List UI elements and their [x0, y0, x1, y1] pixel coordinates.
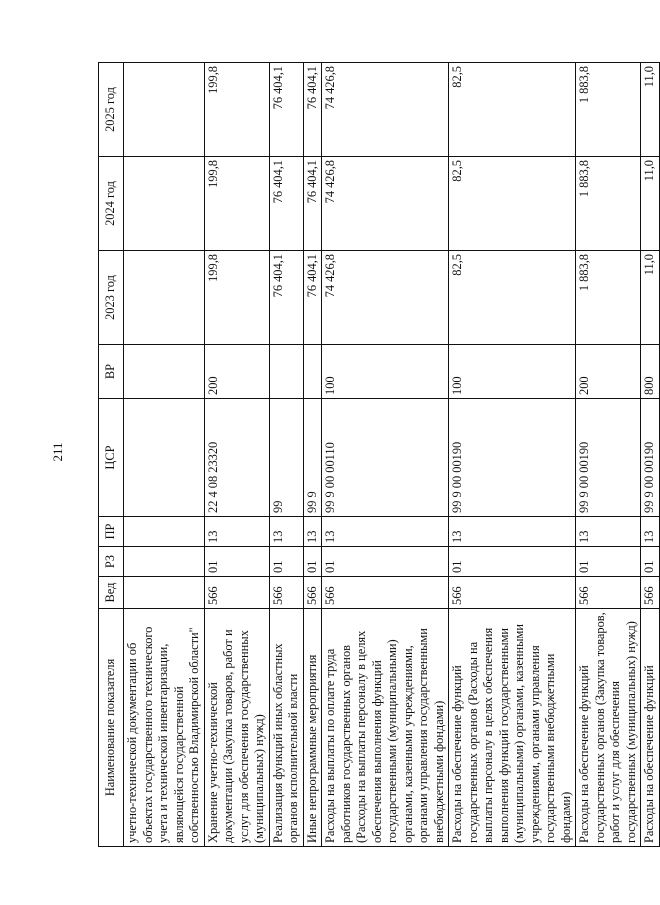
header-2024: 2024 год	[99, 157, 124, 251]
cell-vr: 100	[322, 345, 449, 399]
cell-pr: 13	[449, 517, 576, 547]
cell-rz: 01	[641, 547, 660, 577]
cell-ved: 566	[322, 577, 449, 609]
cell-pr	[124, 517, 205, 547]
cell-vr	[303, 345, 322, 399]
cell-2025: 199,8	[204, 63, 269, 157]
table-row	[641, 63, 660, 847]
cell-ved: 566	[641, 577, 660, 609]
cell-2025: 74 426,8	[322, 63, 449, 157]
cell-rz: 01	[269, 547, 303, 577]
cell-vr	[269, 345, 303, 399]
cell-rz: 01	[204, 547, 269, 577]
header-ved: Вед	[99, 577, 124, 609]
cell-2023: 82,5	[449, 251, 576, 345]
cell-2025: 76 404,1	[303, 63, 322, 157]
cell-2024: 82,5	[449, 157, 576, 251]
table-row	[204, 63, 269, 847]
cell-vr: 200	[576, 345, 641, 399]
cell-vr	[124, 345, 205, 399]
header-csr: ЦСР	[99, 399, 124, 517]
cell-csr: 99 9	[303, 399, 322, 517]
cell-rz: 01	[322, 547, 449, 577]
cell-name: Расходы на выплаты по оплате труда работников государственных органов (Расходы на выплаты персоналу в целях обеспечения выполнения функций государственными (муниципальными) органами, казенными учреждениями, органами управления государственными внебюджетными фондами)	[322, 609, 449, 847]
cell-2025: 82,5	[449, 63, 576, 157]
cell-2025: 76 404,1	[269, 63, 303, 157]
cell-2025: 11,0	[641, 63, 660, 157]
cell-csr: 99 9 00 00110	[322, 399, 449, 517]
cell-2024: 11,0	[641, 157, 660, 251]
cell-ved	[124, 577, 205, 609]
cell-ved: 566	[269, 577, 303, 609]
cell-2023	[124, 251, 205, 345]
header-2025: 2025 год	[99, 63, 124, 157]
cell-csr: 22 4 08 23320	[204, 399, 269, 517]
cell-2024	[124, 157, 205, 251]
cell-pr: 13	[303, 517, 322, 547]
table-row	[303, 63, 322, 847]
cell-vr: 200	[204, 345, 269, 399]
cell-csr: 99 9 00 00190	[641, 399, 660, 517]
cell-csr	[124, 399, 205, 517]
cell-csr: 99 9 00 00190	[449, 399, 576, 517]
cell-2024: 76 404,1	[303, 157, 322, 251]
cell-pr: 13	[576, 517, 641, 547]
cell-rz	[124, 547, 205, 577]
cell-ved: 566	[204, 577, 269, 609]
cell-vr: 100	[449, 345, 576, 399]
cell-2023: 199,8	[204, 251, 269, 345]
cell-2025: 1 883,8	[576, 63, 641, 157]
cell-2025	[124, 63, 205, 157]
table-row	[322, 63, 449, 847]
cell-name: Расходы на обеспечение функций государственных органов (Закупка товаров, работ и услуг для обеспечения государственных (муниципальных) нужд)	[576, 609, 641, 847]
cell-2023: 76 404,1	[269, 251, 303, 345]
cell-rz: 01	[576, 547, 641, 577]
page-number: 211	[50, 442, 65, 462]
cell-ved: 566	[576, 577, 641, 609]
cell-rz: 01	[303, 547, 322, 577]
cell-pr: 13	[322, 517, 449, 547]
header-vr: ВР	[99, 345, 124, 399]
cell-2024: 76 404,1	[269, 157, 303, 251]
cell-name: Расходы на обеспечение функций	[641, 609, 660, 847]
budget-table	[98, 62, 660, 847]
cell-2024: 1 883,8	[576, 157, 641, 251]
cell-csr: 99 9 00 00190	[576, 399, 641, 517]
header-2023: 2023 год	[99, 251, 124, 345]
cell-ved: 566	[449, 577, 576, 609]
cell-name: Расходы на обеспечение функций государственных органов (Расходы на выплаты персоналу в целях обеспечения выполнения функций государственными (муниципальными) органами, казенными учреждениями, органами управления государственными внебюджетными фондами)	[449, 609, 576, 847]
cell-2023: 1 883,8	[576, 251, 641, 345]
cell-pr: 13	[641, 517, 660, 547]
rotated-table-wrapper	[98, 62, 656, 847]
table-header-row	[99, 63, 124, 847]
cell-name: Реализация функций иных областных органов исполнительной власти	[269, 609, 303, 847]
cell-2023: 76 404,1	[303, 251, 322, 345]
cell-ved: 566	[303, 577, 322, 609]
table-row	[269, 63, 303, 847]
table-row	[576, 63, 641, 847]
header-name: Наименование показателя	[99, 609, 124, 847]
cell-name: Иные непрограммные мероприятия	[303, 609, 322, 847]
cell-2023: 11,0	[641, 251, 660, 345]
cell-2024: 74 426,8	[322, 157, 449, 251]
cell-pr: 13	[204, 517, 269, 547]
cell-name: учетно-технической документации об объектах государственного технического учета и технической инвентаризации, являющейся государственной собственностью Владимирской области"	[124, 609, 205, 847]
cell-2023: 74 426,8	[322, 251, 449, 345]
cell-name: Хранение учетно-технической документации (Закупка товаров, работ и услуг для обеспечения государственных (муниципальных) нужд)	[204, 609, 269, 847]
cell-csr: 99	[269, 399, 303, 517]
header-rz: РЗ	[99, 547, 124, 577]
cell-vr: 800	[641, 345, 660, 399]
table-row	[449, 63, 576, 847]
rotated-page-frame	[98, 62, 656, 847]
table-row	[124, 63, 205, 847]
cell-rz: 01	[449, 547, 576, 577]
header-pr: ПР	[99, 517, 124, 547]
cell-pr: 13	[269, 517, 303, 547]
cell-2024: 199,8	[204, 157, 269, 251]
